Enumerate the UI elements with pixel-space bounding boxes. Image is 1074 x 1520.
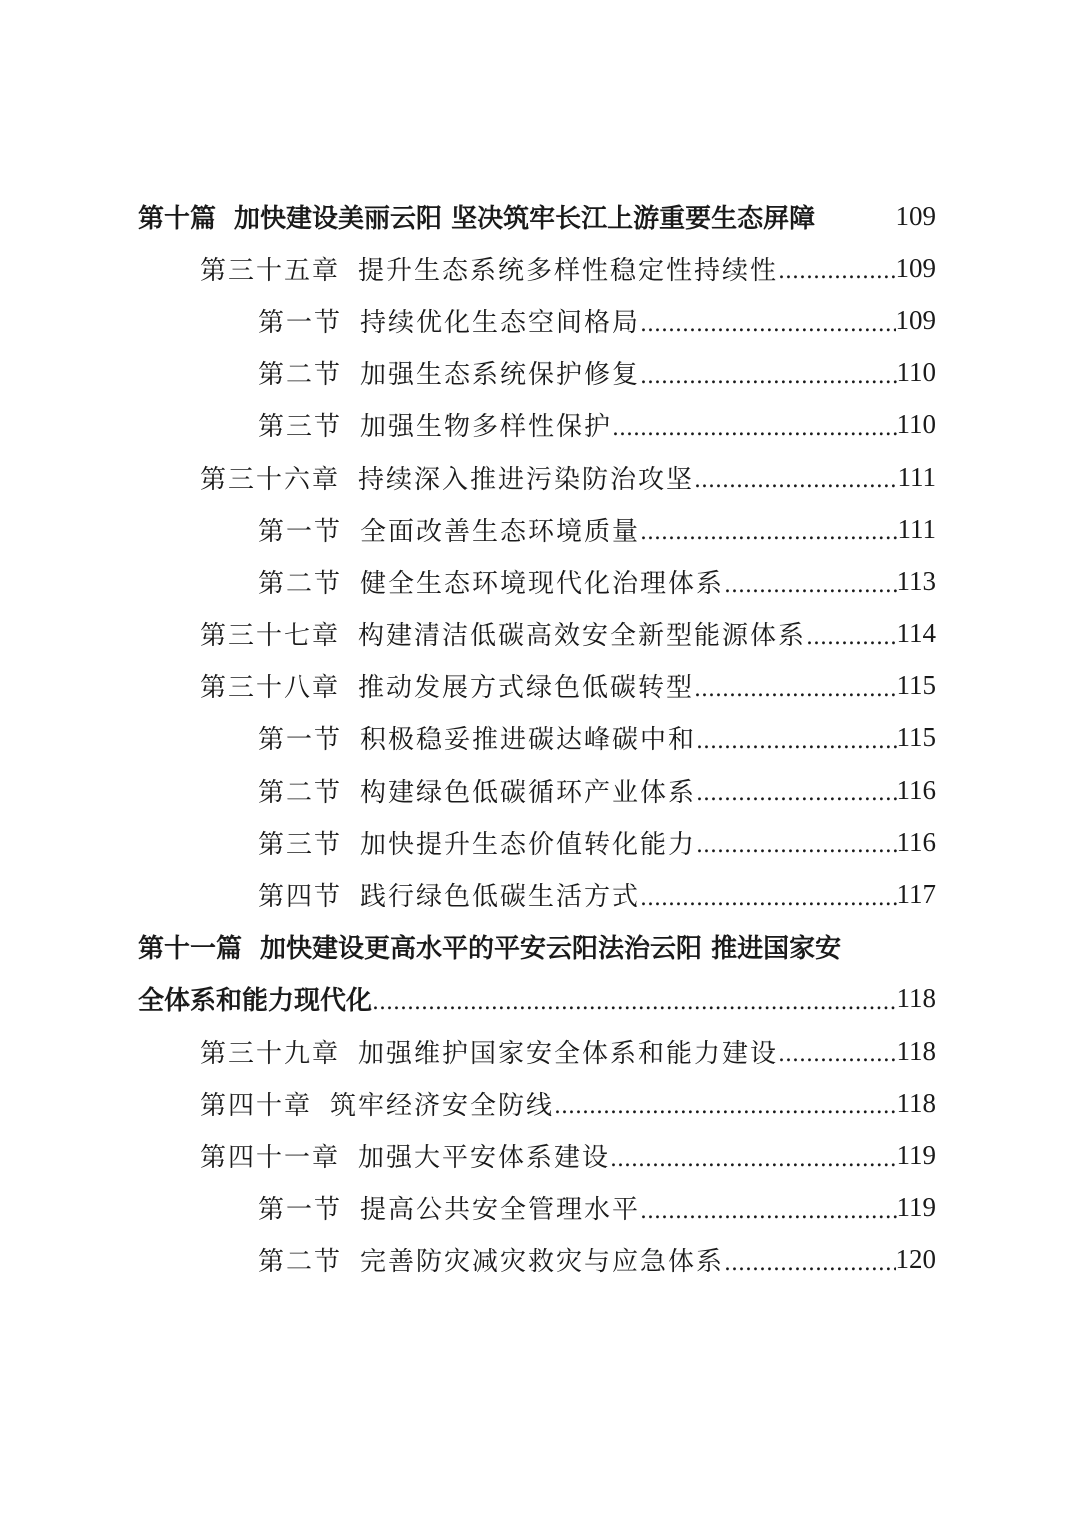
- toc-page-number: 118: [896, 983, 936, 1014]
- toc-entry-chapter[interactable]: [138, 608, 936, 660]
- toc-page-number: 116: [896, 826, 936, 857]
- toc-entry-number: 第三节: [258, 829, 343, 860]
- toc-entry-section[interactable]: [138, 764, 936, 816]
- toc-entry-chapter[interactable]: [138, 1077, 936, 1129]
- toc-page-number: 109: [895, 252, 936, 283]
- toc-entry-section[interactable]: [138, 868, 936, 920]
- toc-page-number: 120: [895, 1244, 936, 1275]
- toc-entry-title: 健全生态环境现代化治理体系: [360, 568, 725, 599]
- toc-entry-title: 加强生态系统保护修复: [360, 360, 641, 391]
- toc-entry-number: 第四节: [258, 882, 343, 913]
- toc-entry-section[interactable]: [138, 347, 936, 399]
- toc-entry-number: 第三节: [258, 412, 343, 443]
- toc-entry-title: 推动发展方式绿色低碳转型: [358, 673, 695, 704]
- toc-entry-section[interactable]: [138, 555, 936, 607]
- dot-leader: [640, 886, 896, 921]
- toc-entry-number: 第三十八章: [200, 673, 341, 704]
- toc-entry-title: 提升生态系统多样性稳定性持续性: [358, 255, 779, 286]
- dot-leader: [778, 1042, 896, 1077]
- toc-entry-title: 完善防灾减灾救灾与应急体系: [360, 1247, 725, 1278]
- toc-entry-title: 践行绿色低碳生活方式: [360, 882, 641, 913]
- toc-page-number: 115: [896, 722, 936, 753]
- dot-leader: [696, 781, 896, 816]
- toc-entry-number: 第十篇: [138, 203, 217, 234]
- dot-leader: [640, 520, 897, 555]
- toc-entry-number: 第二节: [258, 360, 343, 391]
- toc-entry-number: 第一节: [258, 307, 343, 338]
- toc-entry-number: 第四十章: [200, 1090, 313, 1121]
- toc-entry-chapter[interactable]: [138, 1129, 936, 1181]
- toc-entry-section[interactable]: [138, 1234, 936, 1286]
- toc-entry-chapter[interactable]: [138, 242, 936, 294]
- toc-page-number: 111: [897, 513, 936, 544]
- toc-entry-part[interactable]: [138, 190, 936, 242]
- toc-entry-number: 第三十九章: [200, 1038, 341, 1069]
- toc-entry-title: 持续优化生态空间格局: [360, 307, 641, 338]
- toc-page-number: 119: [896, 1192, 936, 1223]
- toc-entry-part[interactable]: [138, 921, 936, 973]
- dot-leader: [696, 729, 896, 764]
- dot-leader: [640, 312, 895, 347]
- toc-entry-number: 第二节: [258, 777, 343, 808]
- toc-entry-section[interactable]: [138, 1182, 936, 1234]
- toc-entry-section[interactable]: [138, 816, 936, 868]
- toc-entry-number: 第二节: [258, 568, 343, 599]
- toc-entry-title: 构建清洁低碳高效安全新型能源体系: [358, 621, 807, 652]
- dot-leader: [696, 833, 896, 868]
- toc-entry-number: 第一节: [258, 1195, 343, 1226]
- toc-entry-chapter[interactable]: [138, 660, 936, 712]
- toc-page-number: 116: [896, 774, 936, 805]
- toc-entry-title: 加快提升生态价值转化能力: [360, 829, 697, 860]
- toc-entry-number: 第一节: [258, 725, 343, 756]
- toc-page-number: 118: [896, 1035, 936, 1066]
- toc-entry-title: 全面改善生态环境质量: [360, 516, 641, 547]
- toc-entry-section[interactable]: [138, 294, 936, 346]
- toc-entry-title: 提高公共安全管理水平: [360, 1195, 641, 1226]
- toc-entry-title: 积极稳妥推进碳达峰碳中和: [360, 725, 697, 756]
- dot-leader: [778, 259, 895, 294]
- toc-entry-section[interactable]: [138, 503, 936, 555]
- toc-page-number: 117: [896, 879, 936, 910]
- toc-entry-title: 构建绿色低碳循环产业体系: [360, 777, 697, 808]
- table-of-contents: [138, 190, 936, 1286]
- toc-entry-section[interactable]: [138, 399, 936, 451]
- dot-leader: [694, 468, 897, 503]
- toc-page-number: 115: [896, 670, 936, 701]
- toc-entry-chapter[interactable]: [138, 1025, 936, 1077]
- toc-entry-title: 全体系和能力现代化: [138, 986, 373, 1017]
- dot-leader: [806, 625, 896, 660]
- toc-page-number: 118: [896, 1087, 936, 1118]
- toc-entry-title: 加快建设美丽云阳 坚决筑牢长江上游重要生态屏障: [234, 203, 816, 234]
- toc-page-number: 111: [897, 461, 936, 492]
- toc-entry-title: 筑牢经济安全防线: [330, 1090, 555, 1121]
- toc-entry-number: 第一节: [258, 516, 343, 547]
- dot-leader: [612, 416, 896, 451]
- toc-page-number: 119: [896, 1139, 936, 1170]
- toc-entry-title: 加强大平安体系建设: [358, 1142, 611, 1173]
- dot-leader: [724, 1251, 895, 1286]
- toc-entry-number: 第三十六章: [200, 464, 341, 495]
- toc-entry-chapter[interactable]: [138, 451, 936, 503]
- dot-leader: [640, 1199, 896, 1234]
- toc-entry-section[interactable]: [138, 712, 936, 764]
- dot-leader: [554, 1094, 896, 1129]
- toc-entry-number: 第三十五章: [200, 255, 341, 286]
- dot-leader: [640, 364, 896, 399]
- toc-entry-title: 加强生物多样性保护: [360, 412, 613, 443]
- toc-page-number: 110: [896, 409, 936, 440]
- toc-page-number: 109: [895, 200, 936, 231]
- toc-page-number: 110: [896, 357, 936, 388]
- toc-entry-title: 加快建设更高水平的平安云阳法治云阳 推进国家安: [260, 934, 842, 965]
- toc-page-number: 109: [895, 304, 936, 335]
- dot-leader: [724, 573, 896, 608]
- dot-leader: [610, 1147, 896, 1182]
- toc-entry-part-cont[interactable]: [138, 973, 936, 1025]
- toc-entry-title: 持续深入推进污染防治攻坚: [358, 464, 695, 495]
- toc-entry-title: 加强维护国家安全体系和能力建设: [358, 1038, 779, 1069]
- dot-leader: [694, 677, 896, 712]
- dot-leader: [372, 990, 896, 1025]
- toc-page-number: 113: [896, 565, 936, 596]
- toc-entry-number: 第十一篇: [138, 934, 243, 965]
- toc-entry-number: 第四十一章: [200, 1142, 341, 1173]
- toc-entry-number: 第二节: [258, 1247, 343, 1278]
- toc-entry-number: 第三十七章: [200, 621, 341, 652]
- toc-page-number: 114: [896, 618, 936, 649]
